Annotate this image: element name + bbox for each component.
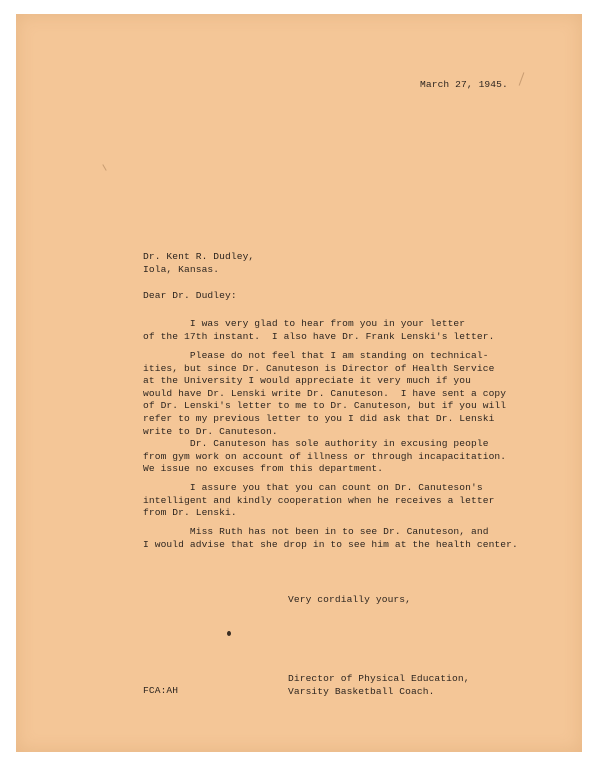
signature-block: Director of Physical Education, Varsity Basketball Coach. bbox=[288, 673, 470, 697]
recipient-name: Dr. Kent R. Dudley, bbox=[143, 251, 255, 262]
typist-initials: FCA:AH bbox=[143, 685, 179, 696]
body-paragraph-5: Miss Ruth has not been in to see Dr. Canuteson, and I would advise that she drop in to see him at the health center. bbox=[143, 526, 518, 550]
recipient-location: Iola, Kansas. bbox=[143, 263, 220, 275]
recipient-address bbox=[143, 251, 254, 276]
paper-mark bbox=[519, 72, 525, 85]
body-paragraph-1: I was very glad to hear from you in your letter of the 17th instant. I also have Dr. Frank Lenski's letter. bbox=[143, 318, 495, 342]
ink-dot bbox=[227, 631, 231, 636]
body-paragraph-3: Dr. Canuteson has sole authority in excusing people from gym work on account of illness or through incapacitation. We issue no excuses from this department. bbox=[143, 438, 507, 475]
closing: Very cordially yours, bbox=[288, 594, 412, 605]
letter-date: March 27, 1945. bbox=[420, 79, 508, 90]
letter-page bbox=[16, 14, 582, 752]
body-paragraph-4: I assure you that you can count on Dr. Canuteson's intelligent and kindly cooperation when he receives a letter from Dr. Lenski. bbox=[143, 482, 495, 519]
body-paragraph-2: Please do not feel that I am standing on technical- ities, but since Dr. Canuteson is Director of Health Service at the University I would appreciate it very much if you would have Dr. Lenski write Dr. Canuteson. I have sent a copy of Dr. Lenski's letter to me to Dr. Canuteson, but if you will refer to my previous letter to you I did ask that Dr. Lenski write to Dr. Canuteson. bbox=[143, 350, 507, 437]
salutation: Dear Dr. Dudley: bbox=[143, 290, 237, 301]
paper-mark bbox=[102, 164, 106, 171]
